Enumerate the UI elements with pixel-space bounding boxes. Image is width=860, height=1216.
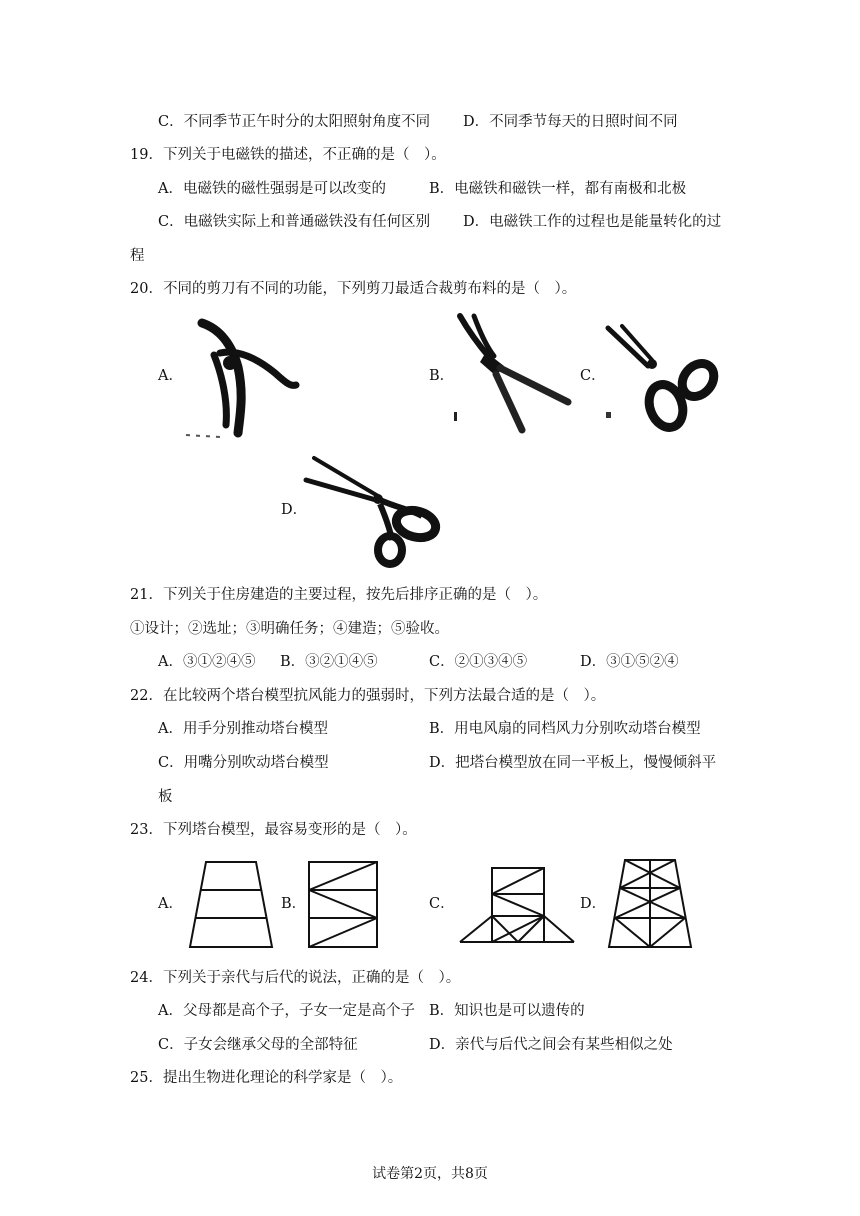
q21-option-c: C．②①③④⑤ xyxy=(429,654,528,670)
q23-label-d: D． xyxy=(580,896,607,912)
q20-stem: 20．不同的剪刀有不同的功能，下列剪刀最适合裁剪布料的是（ ）。 xyxy=(130,281,577,297)
q21-option-a: A．③①②④⑤ xyxy=(158,654,256,670)
q22-option-d-continued: 板 xyxy=(158,789,173,805)
q24-option-b: B．知识也是可以遗传的 xyxy=(429,1003,585,1019)
q22-stem: 22．在比较两个塔台模型抗风能力的强弱时，下列方法最合适的是（ ）。 xyxy=(130,688,606,704)
q19-option-c: C．电磁铁实际上和普通磁铁没有任何区别 xyxy=(158,214,431,230)
q21-stem: 21．下列关于住房建造的主要过程，按先后排序正确的是（ ）。 xyxy=(130,587,548,603)
q24-stem: 24．下列关于亲代与后代的说法，正确的是（ ）。 xyxy=(130,970,461,986)
q24-option-c: C．子女会继承父母的全部特征 xyxy=(158,1037,358,1053)
q20-label-d: D． xyxy=(281,502,308,518)
q21-steps: ①设计；②选址；③明确任务；④建造；⑤验收。 xyxy=(130,621,449,637)
q19-option-d: D．电磁铁工作的过程也是能量转化的过 xyxy=(463,214,722,230)
tower-truss-icon xyxy=(607,858,693,950)
q22-option-a: A．用手分别推动塔台模型 xyxy=(158,721,328,737)
q19-option-a: A．电磁铁的磁性强弱是可以改变的 xyxy=(158,181,386,197)
q23-label-a: A． xyxy=(158,896,183,912)
q19-option-d-continued: 程 xyxy=(130,248,145,264)
tower-stepped-icon xyxy=(458,866,576,946)
q20-label-b: B． xyxy=(429,368,455,384)
q19-option-b: B．电磁铁和磁铁一样，都有南极和北极 xyxy=(429,181,687,197)
q19-stem: 19．下列关于电磁铁的描述，不正确的是（ ）。 xyxy=(130,147,446,163)
q21-option-d: D．③①⑤②④ xyxy=(580,654,679,670)
q22-option-c: C．用嘴分别吹动塔台模型 xyxy=(158,755,329,771)
tower-trapezoid-icon xyxy=(188,860,274,950)
tailor-scissors-icon xyxy=(300,452,445,567)
q25-stem: 25．提出生物进化理论的科学家是（ ）。 xyxy=(130,1070,403,1086)
tower-zigzag-icon xyxy=(307,860,379,950)
q18-option-d: D．不同季节每天的日照时间不同 xyxy=(463,114,678,130)
small-scissors-icon xyxy=(600,320,725,435)
page-footer: 试卷第2页，共8页 xyxy=(372,1166,488,1182)
q18-option-c: C．不同季节正午时分的太阳照射角度不同 xyxy=(158,114,431,130)
q23-stem: 23．下列塔台模型，最容易变形的是（ ）。 xyxy=(130,822,417,838)
q24-option-d: D．亲代与后代之间会有某些相似之处 xyxy=(429,1037,673,1053)
tin-snips-icon xyxy=(450,310,575,435)
q21-option-b: B．③②①④⑤ xyxy=(280,654,378,670)
q23-label-b: B． xyxy=(281,896,307,912)
pliers-shears-icon xyxy=(180,315,305,440)
q22-option-b: B．用电风扇的同档风力分别吹动塔台模型 xyxy=(429,721,701,737)
q20-label-c: C． xyxy=(580,368,606,384)
q24-option-a: A．父母都是高个子，子女一定是高个子 xyxy=(158,1003,415,1019)
q23-label-c: C． xyxy=(429,896,455,912)
q22-option-d: D．把塔台模型放在同一平板上，慢慢倾斜平 xyxy=(429,755,717,771)
q20-label-a: A． xyxy=(158,368,183,384)
